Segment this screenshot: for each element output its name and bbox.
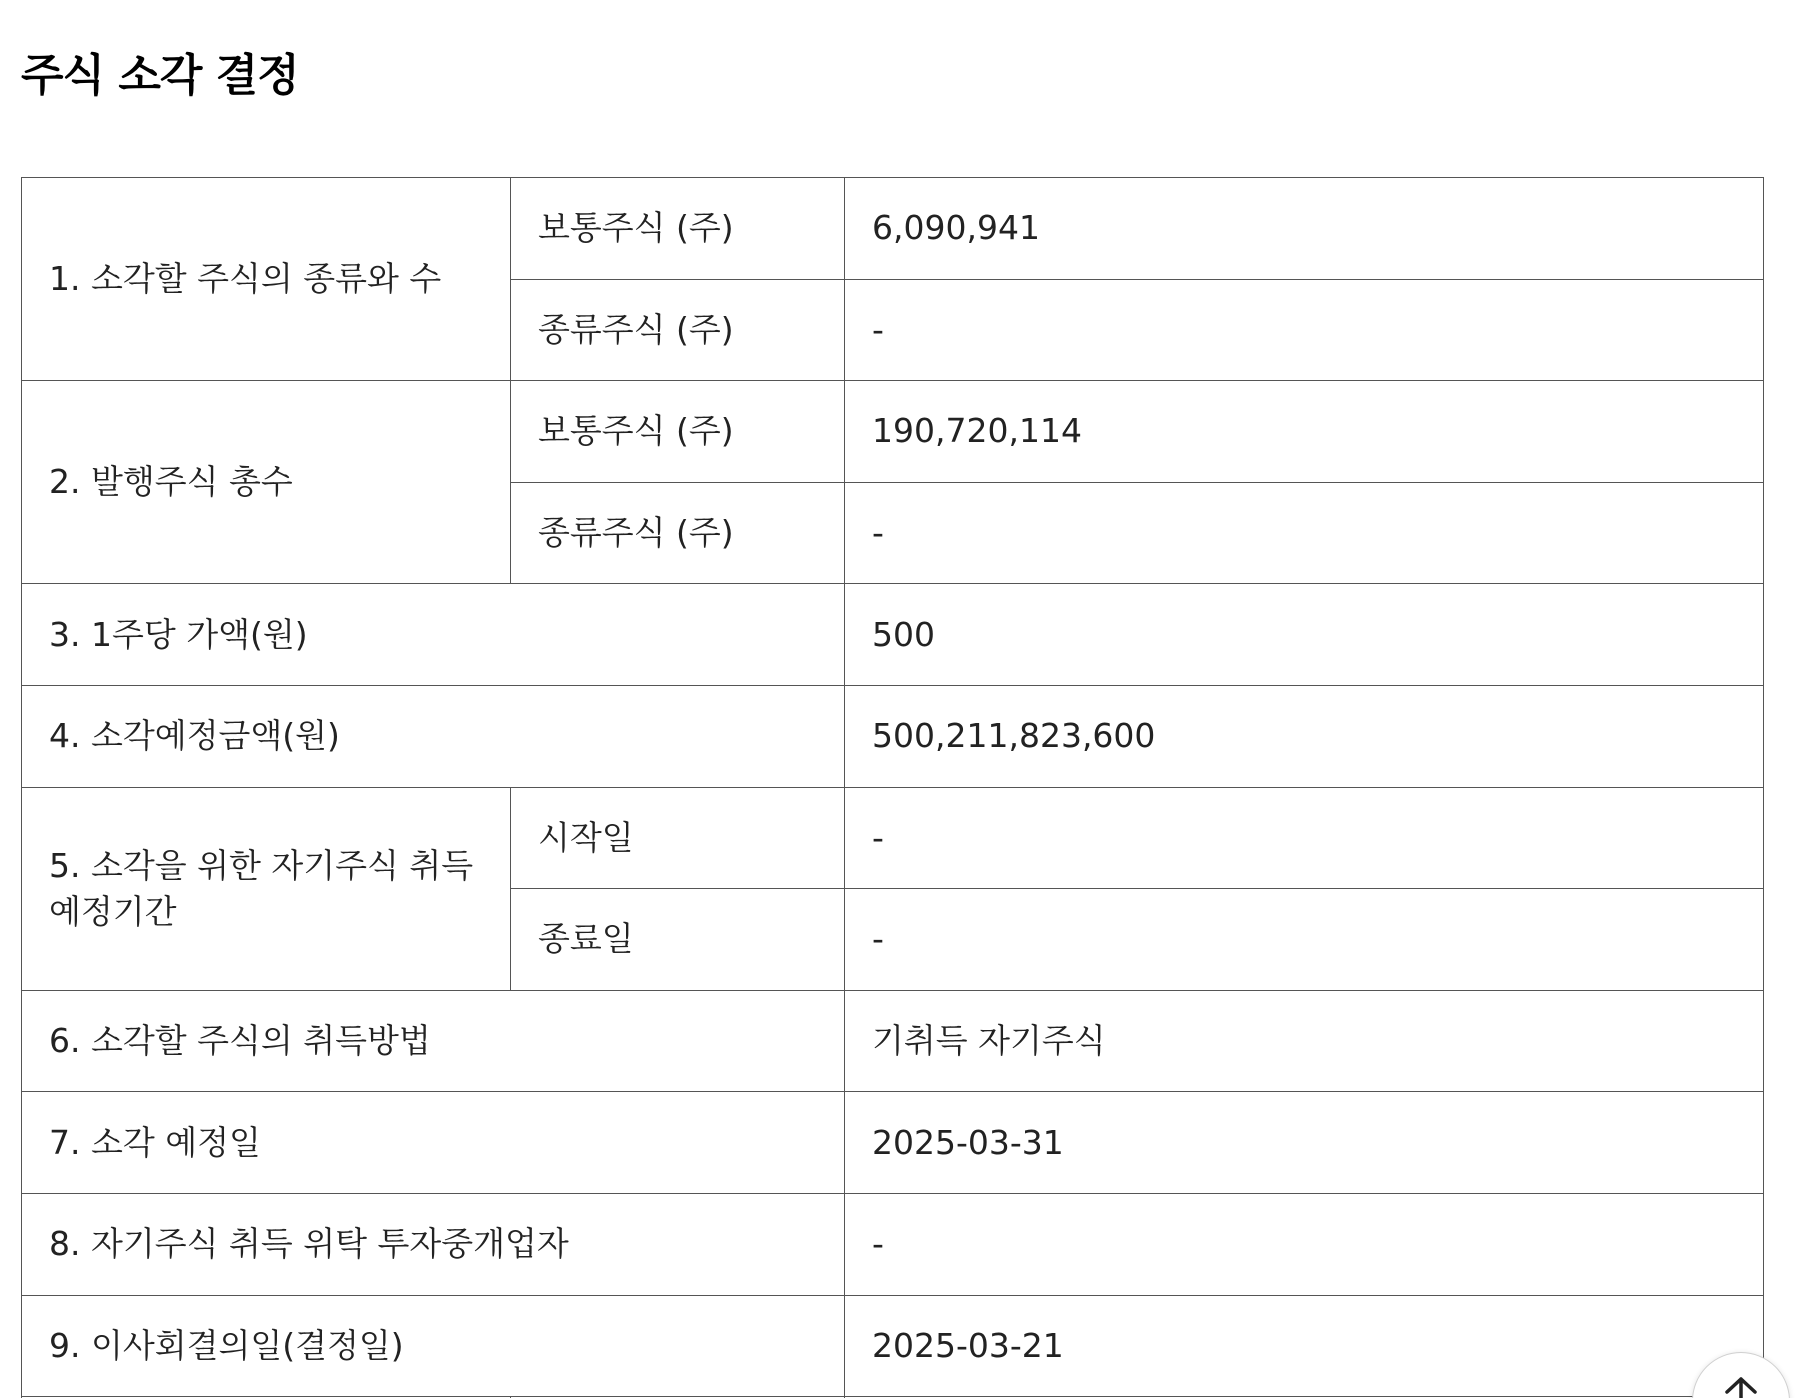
sub-label-start-date: 시작일	[511, 787, 845, 889]
table-row	[22, 178, 1764, 280]
row-label-total-issued-shares: 2. 발행주식 총수	[22, 381, 511, 584]
table-row	[22, 1193, 1764, 1295]
row-label-retirement-date: 7. 소각 예정일	[22, 1092, 845, 1194]
row-label-shares-to-retire: 1. 소각할 주식의 종류와 수	[22, 178, 511, 381]
value-board-resolution-date: 2025-03-21	[845, 1295, 1764, 1397]
sub-label-class-stock: 종류주식 (주)	[511, 279, 845, 381]
value-retirement-amount: 500,211,823,600	[845, 685, 1764, 787]
table-row	[22, 1092, 1764, 1194]
row-label-acquisition-method: 6. 소각할 주식의 취득방법	[22, 990, 845, 1092]
sub-label-class-stock: 종류주식 (주)	[511, 482, 845, 584]
sub-label-common-stock: 보통주식 (주)	[511, 178, 845, 280]
value-class-issued-shares: -	[845, 482, 1764, 584]
disclosure-table	[21, 177, 1764, 1398]
value-common-shares-to-retire: 6,090,941	[845, 178, 1764, 280]
row-label-broker: 8. 자기주식 취득 위탁 투자중개업자	[22, 1193, 845, 1295]
value-par-value: 500	[845, 584, 1764, 686]
value-class-shares-to-retire: -	[845, 279, 1764, 381]
table-row	[22, 381, 1764, 483]
page-title: 주식 소각 결정	[21, 50, 299, 101]
table-row	[22, 990, 1764, 1092]
row-label-acquisition-period-line2: 예정기간	[49, 891, 177, 931]
arrow-up-icon	[1723, 1375, 1759, 1398]
value-acquisition-method: 기취득 자기주식	[845, 990, 1764, 1092]
value-start-date: -	[845, 787, 1764, 889]
sub-label-common-stock: 보통주식 (주)	[511, 381, 845, 483]
table-row	[22, 584, 1764, 686]
value-broker: -	[845, 1193, 1764, 1295]
table-row	[22, 685, 1764, 787]
value-common-issued-shares: 190,720,114	[845, 381, 1764, 483]
row-label-retirement-amount: 4. 소각예정금액(원)	[22, 685, 845, 787]
sub-label-end-date: 종료일	[511, 889, 845, 991]
value-end-date: -	[845, 889, 1764, 991]
row-label-acquisition-period-line1: 5. 소각을 위한 자기주식 취득	[49, 845, 474, 885]
value-retirement-date: 2025-03-31	[845, 1092, 1764, 1194]
table-row	[22, 1295, 1764, 1397]
row-label-board-resolution-date: 9. 이사회결의일(결정일)	[22, 1295, 845, 1397]
row-label-acquisition-period	[22, 787, 511, 990]
table-row	[22, 787, 1764, 889]
row-label-par-value: 3. 1주당 가액(원)	[22, 584, 845, 686]
